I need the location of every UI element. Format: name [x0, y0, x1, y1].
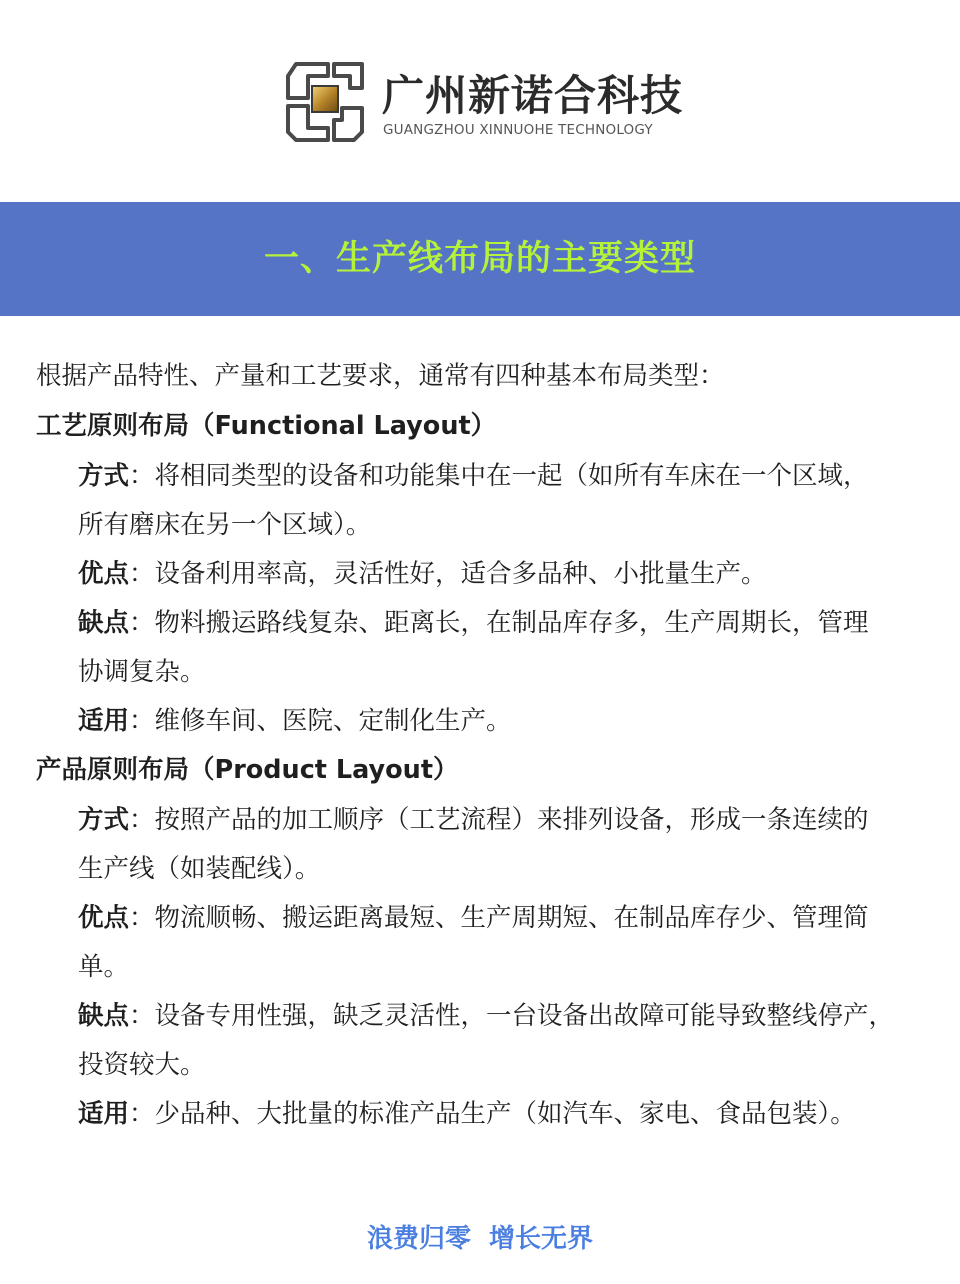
apply-line [78, 703, 512, 739]
pros-line [78, 556, 767, 592]
pros-text-cont: 单。 [78, 952, 130, 982]
pros-text: ：设备利用率高，灵活性好，适合多品种、小批量生产。 [129, 559, 767, 589]
method-text: ：按照产品的加工顺序（工艺流程）来排列设备，形成一条连续的 [129, 805, 869, 835]
section-heading: 产品原则布局（Product Layout） [36, 755, 459, 785]
page-header [0, 0, 960, 202]
cons-label: 缺点 [78, 608, 130, 638]
pros-label: 优点 [78, 903, 130, 933]
company-name-en: GUANGZHOU XINNUOHE TECHNOLOGY [383, 122, 653, 138]
cons-text: ：物料搬运路线复杂、距离长，在制品库存多，生产周期长，管理 [129, 608, 869, 638]
lattice-square-logo-icon [282, 58, 368, 144]
cons-text-cont: 协调复杂。 [78, 657, 206, 687]
cons-line [78, 605, 869, 641]
method-text-cont: 生产线（如装配线）。 [78, 854, 321, 884]
cons-text: ：设备专用性强，缺乏灵活性，一台设备出故障可能导致整线停产， [129, 1001, 895, 1031]
apply-label: 适用 [78, 1099, 130, 1129]
method-label: 方式 [78, 461, 130, 491]
pros-label: 优点 [78, 559, 130, 589]
method-text-cont: 所有磨床在另一个区域）。 [78, 510, 372, 540]
method-label: 方式 [78, 805, 130, 835]
cons-label: 缺点 [78, 1001, 130, 1031]
apply-text: ：维修车间、医院、定制化生产。 [129, 706, 512, 736]
method-line [78, 458, 869, 494]
pros-line [78, 900, 869, 936]
method-line [78, 802, 869, 838]
slogan-text: 浪费归零 增长无界 [366, 1224, 594, 1254]
apply-text: ：少品种、大批量的标准产品生产（如汽车、家电、食品包装）。 [129, 1099, 856, 1129]
method-text: ：将相同类型的设备和功能集中在一起（如所有车床在一个区域， [129, 461, 869, 491]
apply-label: 适用 [78, 706, 130, 736]
apply-line [78, 1096, 856, 1132]
banner-title: 一、生产线布局的主要类型 [263, 239, 696, 279]
pros-text: ：物流顺畅、搬运距离最短、生产周期短、在制品库存少、管理简 [129, 903, 869, 933]
company-name-cn: 广州新诺合科技 [382, 71, 684, 120]
section-banner [0, 202, 960, 316]
intro-text: 根据产品特性、产量和工艺要求，通常有四种基本布局类型： [36, 361, 725, 391]
footer-slogan [0, 1220, 960, 1258]
cons-line [78, 998, 894, 1034]
section-heading: 工艺原则布局（Functional Layout） [36, 411, 497, 441]
cons-text-cont: 投资较大。 [78, 1050, 206, 1080]
